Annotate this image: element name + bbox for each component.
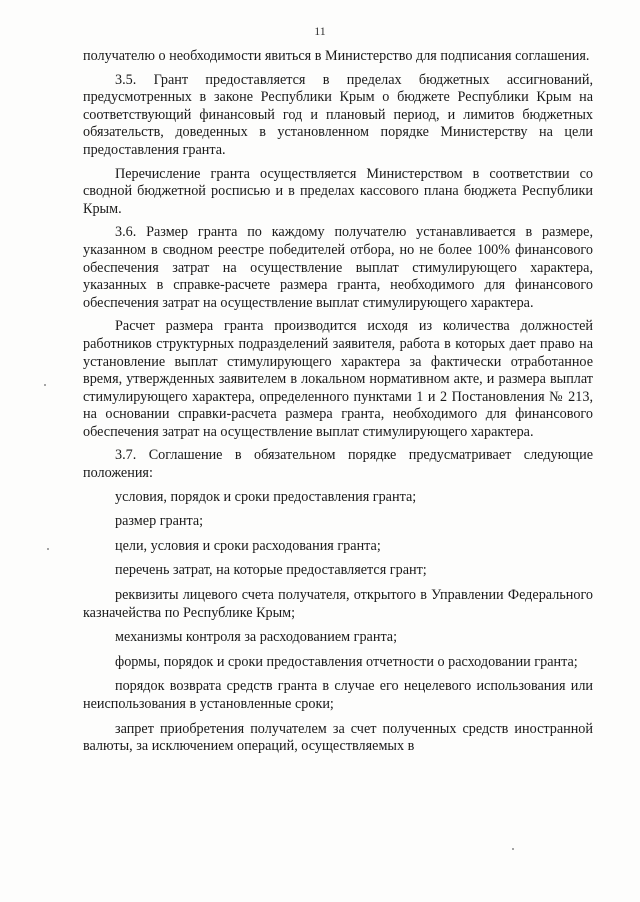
scan-speck [512, 848, 514, 850]
paragraph: получателю о необходимости явиться в Министерство для подписания соглашения. [83, 48, 590, 64]
scan-speck [47, 548, 49, 550]
list-item: реквизиты лицевого счета получателя, открытого в Управлении Федерального казначейства по Республике Крым; [83, 587, 593, 621]
paragraph: 3.7. Соглашение в обязательном порядке предусматривает следующие положения: [83, 447, 593, 482]
list-item: запрет приобретения получателем за счет полученных средств иностранной валюты, за исключением операций, осуществляемых в [83, 720, 593, 755]
list-item: размер гранта; [115, 513, 204, 530]
list-item: формы, порядок и сроки предоставления отчетности о расходовании гранта; [115, 653, 578, 670]
list-item: порядок возврата средств гранта в случае его нецелевого использования или неиспользования в установленные сроки; [83, 678, 593, 712]
list-item: перечень затрат, на которые предоставляется грант; [115, 562, 427, 579]
page-number: 11 [314, 24, 326, 38]
paragraph: Перечисление гранта осуществляется Министерством в соответствии со сводной бюджетной росписью и в пределах кассового плана бюджета Республики Крым. [83, 165, 593, 217]
list-item: механизмы контроля за расходованием гранта; [115, 629, 398, 646]
paragraph: Расчет размера гранта производится исходя из количества должностей работников структурных подразделений заявителя, работа в которых дает право на установление выплат стимулирующего характера за фактически отработанное время, утвержденных заявителем в локальном нормативном акте, и размера выплат стимулирующего характера, определенного пунктами 1 и 2 Постановления № 213, на основании справки-расчета размера гранта, необходимого для финансового обеспечения затрат на осуществление выплат стимулирующего характера. [83, 318, 593, 440]
document-body [83, 48, 593, 763]
paragraph: 3.6. Размер гранта по каждому получателю устанавливается в размере, указанном в сводном реестре победителей отбора, но не более 100% финансового обеспечения затрат на осуществление выплат стимулирующего характера, указанных в справке-расчете размера гранта, необходимого для финансового обеспечения затрат на осуществление выплат стимулирующего характера. [83, 224, 593, 311]
list-item: условия, порядок и сроки предоставления гранта; [115, 488, 417, 505]
list-item: цели, условия и сроки расходования гранта; [115, 537, 381, 554]
paragraph: 3.5. Грант предоставляется в пределах бюджетных ассигнований, предусмотренных в законе Республики Крым о бюджете Республики Крым на соответствующий финансовый год и плановый период, и лимитов бюджетных обязательств, доведенных в установленном порядке Министерству на цели предоставления гранта. [83, 71, 593, 158]
scan-speck [44, 384, 46, 386]
